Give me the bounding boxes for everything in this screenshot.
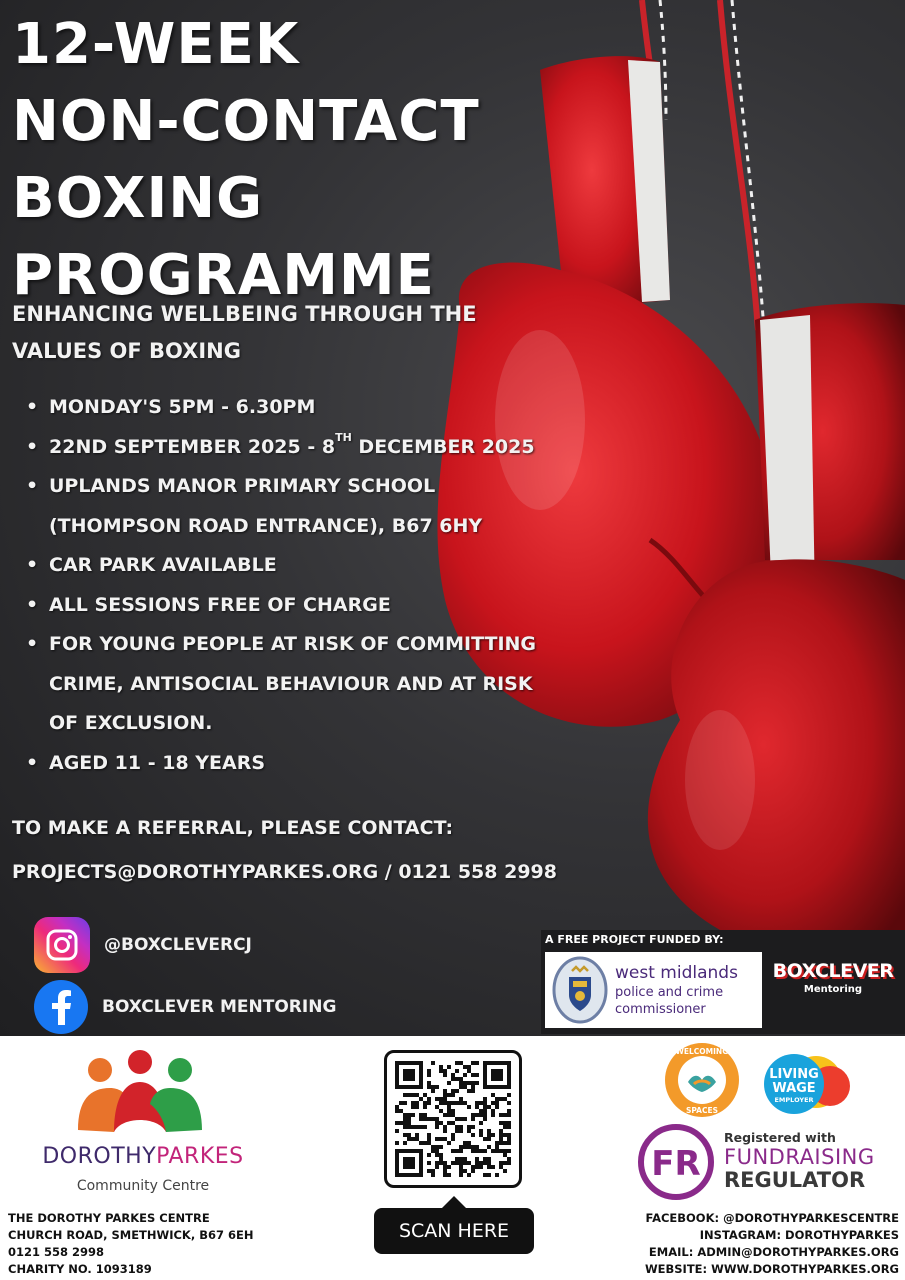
pcc-line: police and crime — [615, 985, 724, 1000]
social-links — [34, 915, 336, 1036]
details-list — [26, 388, 666, 783]
subtitle-line: VALUES OF BOXING — [12, 339, 241, 363]
detail-item-venue: • UPLANDS MANOR PRIMARY SCHOOL — [26, 467, 666, 507]
contact-email[interactable]: EMAIL: ADMIN@DOROTHYPARKES.ORG — [648, 1245, 899, 1259]
facebook-icon[interactable] — [34, 980, 88, 1034]
employer-text: EMPLOYER — [774, 1096, 814, 1104]
fr-mark-text: FR — [651, 1144, 701, 1184]
facebook-handle[interactable]: BOXCLEVER MENTORING — [102, 997, 337, 1017]
address-line: 0121 558 2998 — [8, 1245, 105, 1259]
referral-block — [12, 806, 712, 894]
detail-item-audience-cont: OF EXCLUSION. — [49, 712, 213, 734]
dorothy-parkes-name — [28, 1144, 258, 1169]
scan-here-label: SCAN HERE — [374, 1208, 534, 1254]
referral-contact[interactable]: PROJECTS@DOROTHYPARKES.ORG / 0121 558 2998 — [12, 861, 557, 883]
contact-website[interactable]: WEBSITE: WWW.DOROTHYPARKES.ORG — [644, 1262, 899, 1276]
detail-item-cost: • ALL SESSIONS FREE OF CHARGE — [26, 586, 666, 626]
fr-fundraising: FUNDRAISING — [724, 1145, 875, 1169]
boxclever-logo — [769, 960, 897, 995]
contact-facebook[interactable]: FACEBOOK: @DOROTHYPARKESCENTRE — [645, 1211, 899, 1225]
dorothy-parkes-sub: Community Centre — [76, 1178, 210, 1194]
dp-name-second: PARKES — [156, 1144, 244, 1169]
pcc-line: west midlands — [615, 963, 738, 983]
referral-heading: TO MAKE A REFERRAL, PLEASE CONTACT: — [12, 817, 454, 839]
title-line: BOXING — [12, 166, 264, 231]
subtitle — [12, 296, 592, 370]
title-line: NON-CONTACT — [12, 89, 480, 154]
contact-instagram[interactable]: INSTAGRAM: DOROTHYPARKES — [699, 1228, 899, 1242]
living-text: LIVING — [769, 1067, 819, 1082]
dorothy-parkes-logo-icon — [70, 1040, 210, 1150]
social-instagram[interactable] — [34, 915, 336, 975]
boxclever-sub: Mentoring — [803, 984, 863, 995]
welcoming-spaces-badge-icon — [664, 1042, 740, 1118]
qr-code-icon[interactable] — [395, 1061, 511, 1177]
title-line: 12-WEEK — [12, 12, 300, 77]
dates-end: DECEMBER 2025 — [351, 435, 535, 458]
social-facebook[interactable] — [34, 977, 336, 1036]
qr-code[interactable] — [384, 1050, 522, 1188]
pcc-line: commissioner — [615, 1002, 706, 1017]
wage-text: WAGE — [772, 1081, 816, 1096]
pcc-logo — [545, 952, 762, 1028]
instagram-handle[interactable]: @BOXCLEVERCJ — [104, 935, 252, 955]
fundraising-regulator-text — [724, 1130, 875, 1191]
subtitle-line: ENHANCING WELLBEING THROUGH THE — [12, 302, 477, 326]
living-wage-badge-icon — [760, 1052, 852, 1116]
pcc-crest-icon — [551, 955, 609, 1025]
detail-item-venue-cont: (THOMPSON ROAD ENTRANCE), B67 6HY — [49, 514, 483, 537]
address-block — [8, 1210, 253, 1278]
spaces-text: SPACES — [685, 1106, 719, 1115]
funding-panel — [541, 930, 905, 1034]
page-title — [12, 6, 612, 314]
detail-item-parking: • CAR PARK AVAILABLE — [26, 546, 666, 586]
welcoming-text: WELCOMING — [675, 1047, 729, 1056]
detail-item-age: • AGED 11 - 18 YEARS — [26, 744, 666, 784]
fr-registered: Registered with — [724, 1130, 836, 1145]
title-line: PROGRAMME — [12, 243, 435, 308]
fr-regulator: REGULATOR — [724, 1168, 866, 1192]
dp-name-first: DOROTHY — [42, 1144, 157, 1169]
footer — [0, 1036, 905, 1280]
address-line: CHURCH ROAD, SMETHWICK, B67 6EH — [8, 1228, 254, 1242]
dates-start: 22ND SEPTEMBER 2025 - 8 — [49, 435, 336, 458]
address-line: THE DOROTHY PARKES CENTRE — [8, 1211, 210, 1225]
detail-item-schedule: • MONDAY'S 5PM - 6.30PM — [26, 388, 666, 428]
contacts-block — [645, 1210, 899, 1278]
detail-item-audience: • FOR YOUNG PEOPLE AT RISK OF COMMITTING — [26, 625, 666, 665]
detail-item-dates — [26, 428, 666, 468]
funding-label: A FREE PROJECT FUNDED BY: — [545, 933, 724, 946]
dates-superscript: TH — [335, 431, 352, 445]
instagram-icon[interactable] — [34, 917, 90, 973]
detail-item-audience-cont: CRIME, ANTISOCIAL BEHAVIOUR AND AT RISK — [49, 672, 533, 695]
boxclever-name: BOXCLEVER — [772, 960, 894, 982]
pcc-wordmark — [615, 962, 738, 1018]
address-line: CHARITY NO. 1093189 — [8, 1262, 152, 1276]
